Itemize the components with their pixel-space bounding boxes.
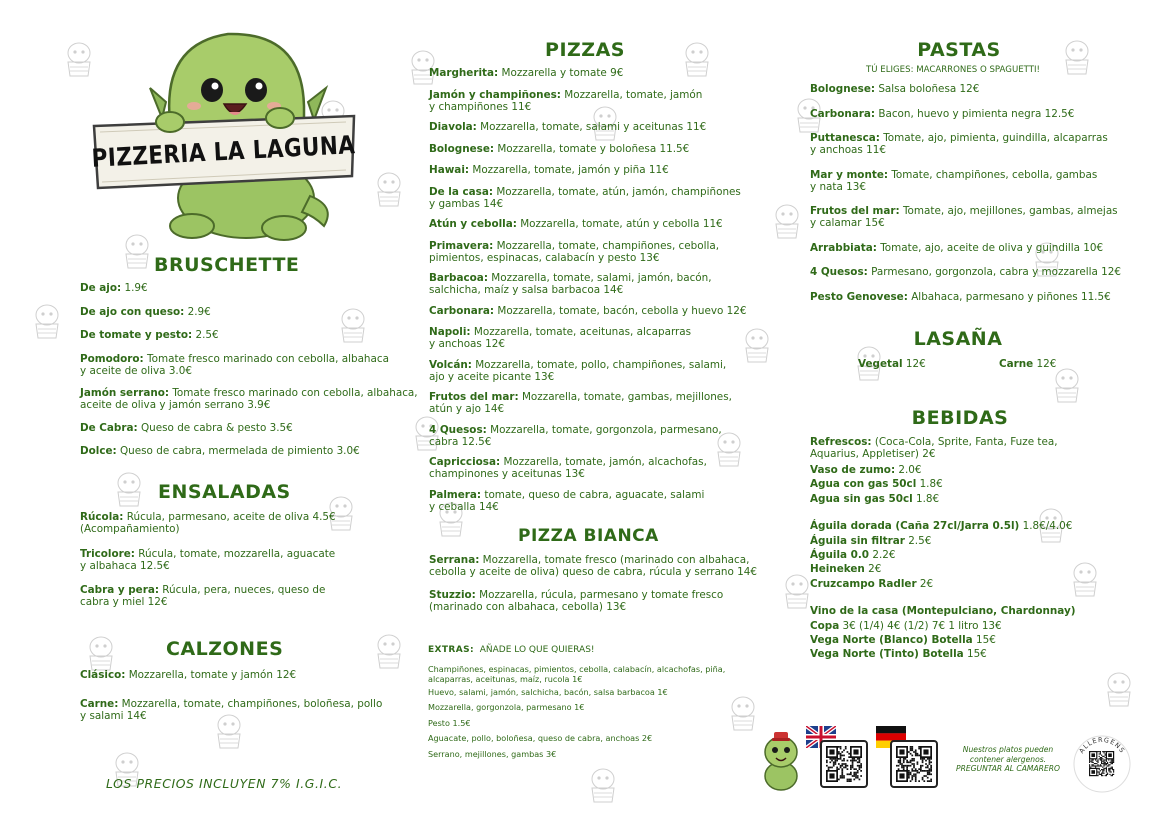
menu-item	[80, 306, 211, 318]
heading-lasana: LASAÑA	[913, 328, 1003, 350]
menu-item-name: Stuzzio:	[429, 589, 476, 601]
qr-code-german[interactable]	[890, 740, 938, 788]
sketch-mascot-icon	[372, 632, 406, 670]
menu-item	[429, 489, 704, 514]
menu-item-desc-line-2: y aceite de oliva 3.0€	[80, 364, 192, 377]
menu-item-name: Mar y monte:	[810, 168, 889, 181]
menu-item-desc: Mozzarella, tomate, salami, jamón, bacón,	[487, 272, 712, 284]
menu-item-name: Águila sin filtrar	[810, 534, 905, 547]
menu-item	[429, 391, 732, 416]
menu-item-desc: Queso de cabra & pesto 3.5€	[137, 421, 293, 434]
allergen-note-line-1: Nuestros platos pueden	[962, 745, 1054, 754]
extras-title	[428, 645, 595, 655]
menu-item-name: Carbonara:	[429, 304, 495, 317]
menu-item-desc: Mozzarella, tomate, gambas, mejillones,	[518, 391, 732, 403]
menu-item-name: Vega Norte (Blanco) Botella	[810, 634, 973, 646]
heading-bruschette: BRUSCHETTE	[154, 254, 300, 276]
lasana-carne-price: 12€	[1033, 358, 1057, 370]
menu-item-desc-line-2: (Acompañamiento)	[80, 523, 180, 536]
menu-item-desc: 1.8€	[912, 492, 940, 505]
menu-item-desc: Mozzarella, tomate, aceitunas, alcaparras	[470, 326, 692, 338]
menu-item-desc-line-2: pimientos, espinacas, calabacín y pesto 13€	[429, 251, 660, 264]
menu-item-desc-line-2: y calamar 15€	[810, 217, 885, 230]
menu-item-desc: Mozzarella y tomate 9€	[498, 67, 624, 79]
sketch-mascot-icon	[586, 766, 620, 804]
menu-item-name: Carbonara:	[810, 107, 876, 120]
menu-item-desc-line-2: (marinado con albahaca, cebolla) 13€	[429, 601, 627, 614]
menu-item-name: Tricolore:	[80, 547, 135, 560]
menu-item-desc-line-2: y anchoas 11€	[810, 144, 886, 157]
menu-item-desc: Mozzarella, tomate, atún y cebolla 11€	[516, 218, 723, 230]
menu-item-desc: Tomate, champiñones, cebolla, gambas	[888, 168, 1098, 181]
menu-item-desc: Mozzarella, tomate, salami y aceitunas 11€	[476, 121, 707, 133]
menu-item	[810, 266, 1121, 278]
menu-item	[80, 353, 389, 378]
menu-item-name: De tomate y pesto:	[80, 329, 193, 341]
menu-item-name: Bolognese:	[810, 83, 876, 95]
logo-title: PIZZERIA LA LAGUNA	[90, 129, 356, 173]
menu-item	[810, 549, 896, 561]
tax-note: LOS PRECIOS INCLUYEN 7% I.G.I.C.	[106, 776, 343, 791]
menu-item	[429, 67, 623, 79]
menu-item-name: Vaso de zumo:	[810, 464, 896, 476]
menu-item-desc: Mozzarella, tomate, champiñones, boloñesa, pollo	[118, 697, 383, 710]
allergen-qr-badge[interactable]	[1072, 734, 1132, 794]
logo-board	[90, 111, 355, 191]
menu-item-desc: 2.5€	[904, 534, 932, 547]
menu-item-desc: Tomate fresco marinado con cebolla, albahaca,	[169, 387, 418, 399]
menu-item-desc-line-2: cabra 12.5€	[429, 435, 492, 448]
menu-item-desc: 2€	[916, 577, 934, 590]
allergen-badge-label: ALLERGENS	[1077, 735, 1127, 755]
menu-item-desc: 2.0€	[895, 464, 922, 476]
menu-item-desc: Mozzarella, tomate, pollo, champiñones, salami,	[471, 358, 727, 371]
menu-item-desc-line-2: aceite de oliva y jamón serrano 3.9€	[80, 399, 271, 412]
menu-item-name: De ajo:	[80, 282, 122, 294]
menu-item-name: Frutos del mar:	[429, 391, 519, 403]
menu-item-desc: 15€	[963, 648, 987, 661]
menu-item-desc: 2.9€	[184, 305, 211, 318]
menu-item	[810, 563, 881, 575]
extras-line: Champiñones, espinacas, pimientos, cebolla, calabacín, alcachofas, piña,	[428, 664, 726, 674]
extras-line: alcaparras, aceitunas, maíz, rucola 1€	[428, 674, 583, 684]
menu-item-desc-line-2: cabra y miel 12€	[80, 596, 168, 609]
menu-item-desc: Albahaca, parmesano y piñones 11.5€	[907, 290, 1111, 303]
menu-item-desc-line-2: atún y ajo 14€	[429, 403, 505, 416]
menu-item-name: De ajo con queso:	[80, 305, 185, 318]
menu-item-name: Volcán:	[429, 358, 472, 371]
menu-item-name: Cabra y pera:	[80, 584, 159, 596]
menu-item	[429, 143, 689, 155]
menu-item-name: Serrana:	[429, 554, 480, 566]
menu-item-name: Refrescos:	[810, 436, 872, 448]
menu-item-desc: Rúcula, parmesano, aceite de oliva 4.5€	[123, 511, 336, 523]
menu-item-desc: Bacon, huevo y pimienta negra 12.5€	[875, 107, 1075, 120]
menu-item-name: Jamón serrano:	[80, 387, 170, 399]
extras-line: Mozzarella, gorgonzola, parmesano 1€	[428, 702, 585, 712]
menu-item	[429, 240, 719, 265]
menu-item	[810, 83, 979, 95]
lasana-vegetal-price: 12€	[902, 358, 926, 370]
heading-pastas: PASTAS	[917, 39, 1001, 61]
allergen-note-line-3: PREGUNTAR AL CAMARERO	[955, 764, 1060, 774]
extras-line: Aguacate, pollo, boloñesa, queso de cabra, anchoas 2€	[428, 733, 653, 743]
sketch-mascot-icon	[30, 302, 64, 340]
extras-line: Huevo, salami, jamón, salchicha, bacón, salsa barbacoa 1€	[428, 686, 668, 697]
heading-ensaladas: ENSALADAS	[158, 481, 291, 503]
menu-item-name: Arrabbiata:	[810, 241, 877, 254]
menu-item-name: De la casa:	[429, 185, 494, 198]
menu-item-name: Agua con gas 50cl	[810, 478, 917, 491]
menu-item-desc: Mozzarella, tomate, gorgonzola, parmesano,	[486, 423, 722, 436]
qr-code-icon	[826, 746, 862, 782]
menu-item-name: 4 Quesos:	[429, 423, 487, 436]
menu-item-name: Capricciosa:	[429, 456, 501, 468]
menu-item-name: Frutos del mar:	[810, 205, 900, 217]
allergen-note-line-2: contener alergenos.	[969, 754, 1047, 764]
menu-item-name: Vega Norte (Tinto) Botella	[810, 648, 964, 661]
menu-item-name: Copa	[810, 619, 840, 632]
lasana-vegetal	[858, 358, 926, 370]
menu-item-name: Napoli:	[429, 326, 471, 338]
menu-item-name: Heineken	[810, 563, 865, 576]
menu-item-name: Clásico:	[80, 669, 126, 681]
menu-item-name: Atún y cebolla:	[429, 218, 517, 230]
menu-item-name: 4 Quesos:	[810, 266, 868, 278]
menu-item-name: Agua sin gas 50cl	[810, 492, 913, 505]
menu-item-desc: Mozzarella, tomate y jamón 12€	[125, 669, 297, 681]
menu-item-desc: 1.8€	[916, 478, 943, 491]
menu-item	[429, 89, 702, 114]
lasana-carne-name: Carne	[999, 358, 1034, 370]
sketch-mascot-icon	[770, 202, 804, 240]
sketch-mascot-icon	[680, 40, 714, 78]
menu-item-name: Carne:	[80, 697, 119, 710]
menu-item-desc: Queso de cabra, mermelada de pimiento 3.0€	[116, 445, 360, 457]
menu-item	[429, 589, 723, 614]
heading-bebidas: BEBIDAS	[911, 407, 1009, 429]
menu-item-desc: Tomate fresco marinado con cebolla, albahaca	[143, 352, 389, 365]
menu-item-desc-line-2: y albahaca 12.5€	[80, 559, 170, 572]
menu-item	[810, 620, 1002, 632]
menu-item-desc: 3€ (1/4) 4€ (1/2) 7€ 1 litro 13€	[839, 619, 1002, 632]
menu-item-name: Primavera:	[429, 239, 494, 252]
menu-item	[80, 584, 325, 609]
menu-item	[810, 132, 1108, 157]
menu-item-name: Cruzcampo Radler	[810, 577, 917, 590]
menu-item-desc-line-2: y ceballa 14€	[429, 500, 499, 513]
menu-item-desc: (Coca-Cola, Sprite, Fanta, Fuze tea,	[871, 436, 1058, 448]
menu-item-desc: 2.5€	[192, 329, 219, 341]
menu-item-name: Vino de la casa (Montepulciano, Chardonnay)	[810, 605, 1076, 618]
menu-item-desc-line-2: Aquarius, Appletiser) 2€	[810, 448, 936, 461]
sketch-mascot-icon	[1068, 560, 1102, 598]
menu-item	[810, 478, 943, 490]
menu-item-desc: Rúcula, tomate, mozzarella, aguacate	[134, 547, 336, 560]
menu-item	[810, 436, 1058, 461]
menu-item	[810, 464, 922, 476]
menu-item-name: Margherita:	[429, 67, 499, 79]
menu-item	[429, 218, 723, 230]
menu-item	[810, 605, 1075, 617]
menu-item	[810, 520, 1072, 532]
menu-item-desc: Mozzarella, tomate, jamón, alcachofas,	[500, 456, 707, 468]
menu-item-name: Águila 0.0	[810, 549, 870, 561]
sketch-mascot-icon	[1102, 670, 1136, 708]
menu-item	[429, 186, 741, 211]
menu-item	[810, 242, 1103, 254]
menu-item	[429, 326, 691, 351]
menu-item	[80, 698, 382, 723]
sketch-mascot-icon	[84, 634, 118, 672]
menu-item-desc: 2€	[864, 563, 882, 576]
menu-item-name: De Cabra:	[80, 421, 138, 434]
sketch-mascot-icon	[336, 306, 370, 344]
mascot-small-icon	[758, 728, 804, 792]
menu-item	[810, 493, 939, 505]
menu-item-name: Bolognese:	[429, 142, 495, 155]
menu-item	[429, 359, 726, 384]
menu-item-desc: Mozzarella, rúcula, parmesano y tomate fresco	[475, 589, 724, 601]
menu-item-desc: Mozzarella, tomate, champiñones, cebolla,	[493, 239, 720, 252]
lasana-carne	[999, 358, 1056, 370]
pastas-subtitle: TÚ ELIGES: MACARRONES O SPAGUETTI!	[866, 65, 1040, 75]
menu-item	[80, 445, 360, 457]
extras-line: Serrano, mejillones, gambas 3€	[428, 748, 557, 759]
menu-item	[810, 648, 987, 660]
menu-item	[429, 554, 757, 579]
menu-item	[429, 305, 747, 317]
sketch-mascot-icon	[780, 572, 814, 610]
menu-item-name: Dolce:	[80, 445, 117, 457]
menu-item-name: Barbacoa:	[429, 272, 488, 284]
sketch-mascot-icon	[1060, 38, 1094, 76]
menu-item-desc: 15€	[972, 634, 996, 646]
menu-item-name: Pomodoro:	[80, 352, 144, 365]
menu-item-desc-line-2: y nata 13€	[810, 180, 866, 193]
menu-item-name: Diavola:	[429, 121, 477, 133]
menu-item-desc-line-2: salchicha, maíz y salsa barbacoa 14€	[429, 284, 624, 297]
menu-item-desc: Tomate, ajo, pimienta, guindilla, alcaparras	[879, 132, 1108, 144]
menu-item	[810, 535, 931, 547]
menu-item-desc: 2.2€	[869, 549, 896, 561]
menu-item	[810, 578, 933, 590]
menu-item-desc: Parmesano, gorgonzola, cabra y mozzarella 12€	[867, 266, 1121, 278]
menu-item-name: Rúcola:	[80, 511, 124, 523]
sketch-mascot-icon	[1050, 366, 1084, 404]
menu-item-name: Hawai:	[429, 164, 470, 176]
qr-code-english[interactable]	[820, 740, 868, 788]
menu-item-desc: Mozzarella, tomate, bacón, cebolla y huevo 12€	[494, 304, 747, 317]
menu-item	[429, 424, 722, 449]
qr-code-icon	[896, 746, 932, 782]
menu-item	[80, 669, 296, 681]
menu-item-desc-line-2: cebolla y aceite de oliva) queso de cabra, rúcula y serrano 14€	[429, 566, 758, 579]
menu-item-desc: Tomate, ajo, mejillones, gambas, almejas	[899, 205, 1118, 217]
menu-item-desc: Mozzarella, tomate, jamón y piña 11€	[469, 164, 669, 176]
menu-item-desc: Tomate, ajo, aceite de oliva y guindilla 10€	[876, 241, 1104, 254]
menu-item	[810, 205, 1118, 230]
menu-item	[429, 456, 707, 481]
menu-item	[80, 511, 336, 536]
menu-item	[80, 387, 418, 412]
menu-item-name: Águila dorada (Caña 27cl/Jarra 0.5l)	[810, 520, 1020, 533]
pizzeria-logo	[88, 26, 360, 244]
allergen-note	[948, 745, 1068, 774]
menu-item	[810, 291, 1111, 303]
menu-item-desc: tomate, queso de cabra, aguacate, salami	[481, 488, 705, 501]
menu-item-desc: Salsa boloñesa 12€	[875, 83, 980, 95]
menu-item-desc: Mozzarella, tomate y boloñesa 11.5€	[494, 142, 690, 155]
menu-item-desc-line-2: y salami 14€	[80, 709, 147, 722]
menu-item	[810, 108, 1074, 120]
sketch-mascot-icon	[740, 326, 774, 364]
menu-item-name: Palmera:	[429, 488, 482, 501]
menu-item-desc: Mozzarella, tomate, atún, jamón, champiñones	[493, 185, 741, 198]
menu-item-desc-line-2: ajo y aceite picante 13€	[429, 370, 555, 383]
menu-item	[80, 329, 219, 341]
menu-item	[429, 121, 706, 133]
menu-item-name: Puttanesca:	[810, 132, 880, 144]
sketch-mascot-icon	[372, 170, 406, 208]
menu-item-desc-line-2: y champiñones 11€	[429, 100, 532, 113]
menu-item-desc: 1.9€	[121, 282, 148, 294]
menu-item	[80, 422, 293, 434]
menu-item	[429, 272, 712, 297]
menu-item-desc-line-2: y anchoas 12€	[429, 338, 505, 351]
menu-item	[80, 548, 335, 573]
menu-item	[429, 164, 669, 176]
menu-item-desc: Mozzarella, tomate fresco (marinado con albahaca,	[479, 554, 750, 566]
sketch-mascot-icon	[112, 470, 146, 508]
menu-item-desc-line-2: champinones y aceitunas 13€	[429, 468, 585, 481]
extras-subtitle: AÑADE LO QUE QUIERAS!	[479, 645, 595, 655]
extras-line: Pesto 1.5€	[428, 717, 471, 728]
menu-item-name: Pesto Genovese:	[810, 290, 908, 303]
lasana-vegetal-name: Vegetal	[858, 358, 903, 370]
menu-item-desc: 1.8€/4.0€	[1019, 520, 1073, 533]
menu-item-desc: Mozzarella, tomate, jamón	[560, 88, 703, 101]
heading-pizzas: PIZZAS	[545, 39, 625, 61]
menu-item	[80, 282, 148, 294]
heading-pizza-bianca: PIZZA BIANCA	[518, 526, 659, 546]
menu-item	[810, 169, 1097, 194]
menu-item	[810, 634, 996, 646]
menu-item-desc-line-2: y gambas 14€	[429, 197, 504, 210]
menu-item-desc: Rúcula, pera, nueces, queso de	[159, 584, 326, 596]
sketch-mascot-icon	[726, 694, 760, 732]
heading-calzones: CALZONES	[166, 638, 284, 660]
extras-label: EXTRAS:	[428, 645, 475, 655]
menu-item-name: Jamón y champiñones:	[429, 88, 561, 101]
